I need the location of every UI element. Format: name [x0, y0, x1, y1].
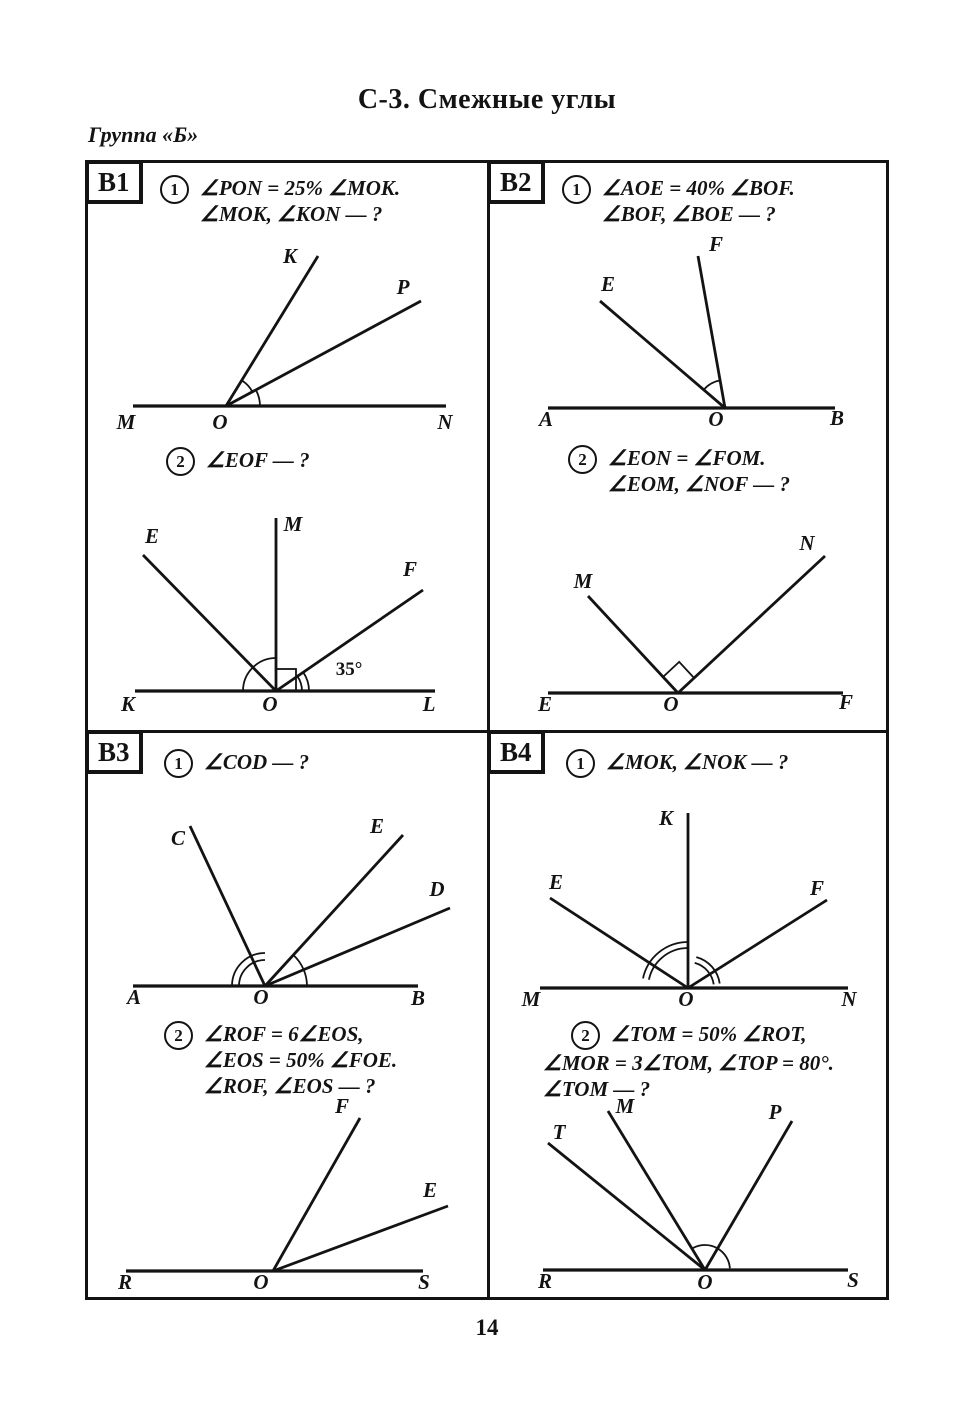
problem-text-line: ∠BOF, ∠BOE — ?	[602, 202, 776, 226]
point-label-K: K	[658, 806, 674, 830]
point-label-E: E	[548, 870, 564, 894]
problem-text-line: ∠TOM — ?	[543, 1077, 651, 1101]
point-label-M: M	[283, 512, 303, 536]
problem-number-icon: 2	[166, 447, 195, 476]
variant-b1-label: В1	[85, 160, 143, 204]
variant-cell-b1	[88, 163, 487, 727]
point-label-L: L	[422, 692, 436, 716]
problem-number-icon: 2	[568, 445, 597, 474]
problem-text-line: ∠PON = 25% ∠MOK.	[200, 176, 401, 200]
problem-text-line: ∠AOE = 40% ∠BOF.	[602, 176, 795, 200]
diagram-b4	[490, 733, 889, 1297]
problem-text-line: ∠EOM, ∠NOF — ?	[608, 472, 790, 496]
point-label-R: R	[537, 1269, 553, 1293]
right-angle-mark	[663, 662, 694, 678]
point-label-K: K	[282, 244, 298, 268]
diagram-b1	[88, 163, 487, 727]
point-label-P: P	[768, 1100, 782, 1124]
point-label-S: S	[418, 1270, 430, 1294]
problem-text-line: ∠EOS = 50% ∠FOE.	[204, 1048, 398, 1072]
problem-text-line: ∠MOK, ∠KON — ?	[200, 202, 383, 226]
variant-b4-label: В4	[487, 730, 545, 774]
diagram-b3	[88, 733, 487, 1297]
problem-text-line: ∠EOF — ?	[206, 448, 310, 472]
point-label-E: E	[369, 814, 385, 838]
point-label-B: B	[829, 406, 845, 430]
point-label-F: F	[809, 876, 825, 900]
problem-number-icon: 1	[164, 749, 193, 778]
point-label-F: F	[334, 1094, 350, 1118]
point-label-A: A	[538, 407, 554, 431]
page-number: 14	[475, 1315, 499, 1340]
point-label-R: R	[117, 1270, 133, 1294]
problem-number-icon: 1	[562, 175, 591, 204]
point-label-M: M	[615, 1094, 635, 1118]
point-label-P: P	[396, 275, 410, 299]
point-label-O: O	[253, 985, 269, 1009]
problem-number-icon: 1	[160, 175, 189, 204]
point-label-O: O	[212, 410, 228, 434]
variant-cell-b4	[490, 733, 889, 1297]
problem-number-icon: 2	[164, 1021, 193, 1050]
point-label-N: N	[437, 410, 453, 434]
variant-cell-b3	[88, 733, 487, 1297]
point-label-O: O	[262, 692, 278, 716]
variant-cell-b2	[490, 163, 889, 727]
point-label-E: E	[144, 524, 160, 548]
problem-text-line: ∠EON = ∠FOM.	[608, 446, 766, 470]
point-label-C: C	[170, 826, 186, 850]
problem-text-line: ∠MOK, ∠NOK — ?	[606, 750, 789, 774]
point-label-E: E	[537, 692, 553, 716]
point-label-M: M	[116, 410, 136, 434]
point-label-A: A	[126, 985, 142, 1009]
point-label-O: O	[253, 1270, 269, 1294]
point-label-E: E	[600, 272, 616, 296]
problem-text-line: ∠ROF, ∠EOS — ?	[204, 1074, 376, 1098]
point-label-M: M	[573, 569, 593, 593]
problem-text-line: ∠COD — ?	[204, 750, 310, 774]
point-label-N: N	[841, 987, 857, 1011]
point-label-M: M	[521, 987, 541, 1011]
point-label-O: O	[708, 407, 724, 431]
angle-value-35: 35°	[335, 659, 363, 680]
variant-b3-label: В3	[85, 730, 143, 774]
problem-text-line: ∠ROF = 6∠EOS,	[204, 1022, 364, 1046]
point-label-N: N	[799, 531, 815, 555]
point-label-O: O	[678, 987, 694, 1011]
point-label-B: B	[410, 986, 426, 1010]
point-label-T: T	[552, 1120, 566, 1144]
point-label-S: S	[847, 1268, 859, 1292]
variants-grid	[85, 160, 889, 1300]
page-title: С-3. Смежные углы	[357, 84, 617, 115]
point-label-D: D	[429, 877, 445, 901]
problem-number-icon: 1	[566, 749, 595, 778]
point-label-K: K	[120, 692, 136, 716]
variant-b2-label: В2	[487, 160, 545, 204]
point-label-E: E	[422, 1178, 438, 1202]
point-label-O: O	[663, 692, 679, 716]
point-label-F: F	[708, 232, 724, 256]
problem-number-icon: 2	[571, 1021, 600, 1050]
diagram-b2	[490, 163, 889, 727]
problem-text-line: ∠MOR = 3∠TOM, ∠TOP = 80°.	[543, 1051, 834, 1075]
problem-text-line: ∠TOM = 50% ∠ROT,	[611, 1022, 807, 1046]
point-label-O: O	[697, 1270, 713, 1294]
point-label-F: F	[838, 690, 854, 714]
point-label-F: F	[402, 557, 418, 581]
group-label: Группа «Б»	[88, 122, 199, 147]
